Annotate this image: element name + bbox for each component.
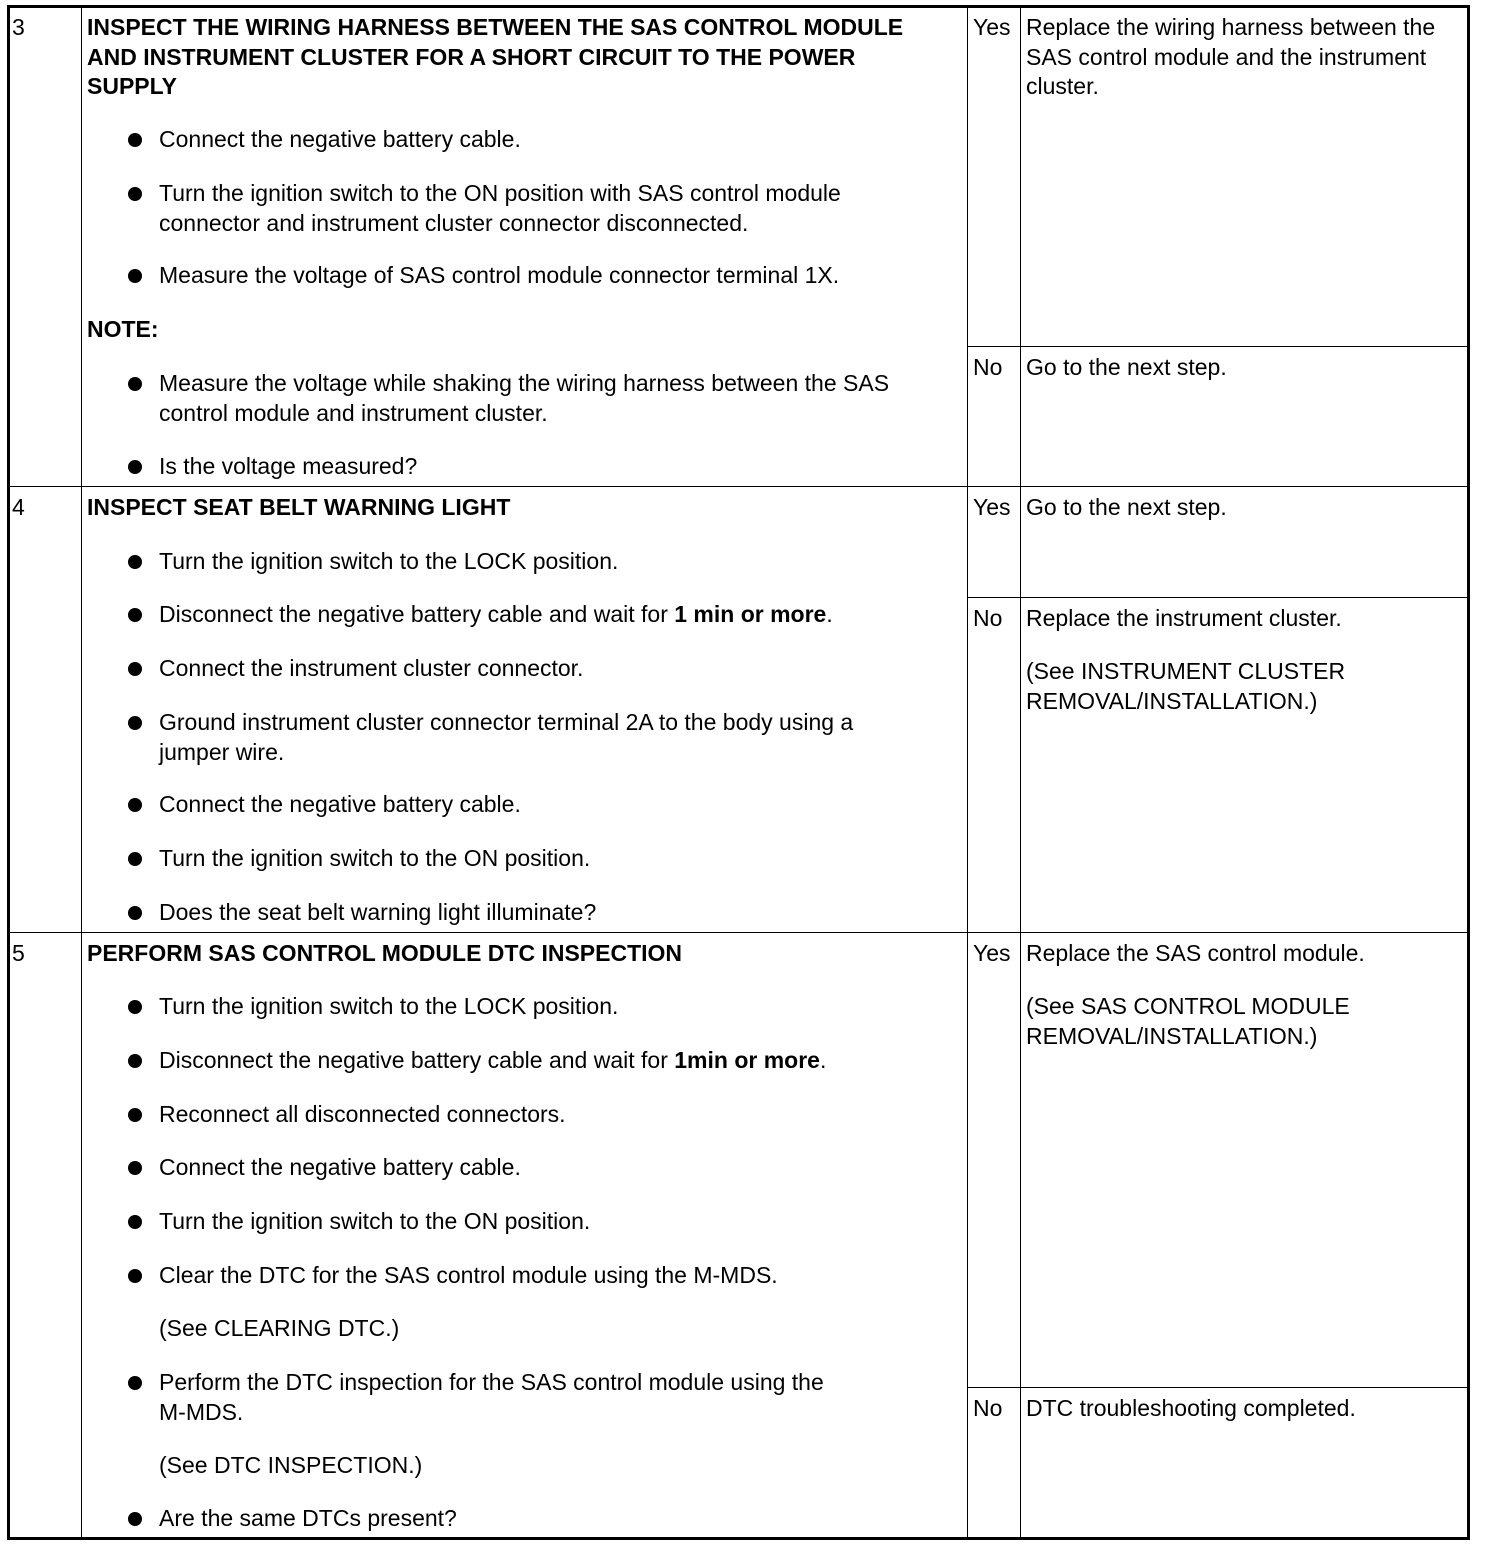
- instruction-line: jumper wire.: [159, 738, 285, 765]
- action-line: Replace the wiring harness between the: [1026, 14, 1436, 40]
- instruction-text: .: [819, 1047, 827, 1073]
- yes-no-divider: [967, 597, 1467, 598]
- instruction-item: Turn the ignition switch to the LOCK position.: [159, 548, 619, 574]
- instruction-item: [159, 708, 853, 767]
- step-title: PERFORM SAS CONTROL MODULE DTC INSPECTION: [87, 940, 683, 966]
- step-number: 5: [12, 940, 25, 966]
- instruction-text: .: [826, 601, 833, 627]
- yes-label: Yes: [973, 14, 1011, 40]
- yes-action-reference: [1026, 992, 1350, 1051]
- instruction-item: Measure the voltage of SAS control module connector terminal 1X.: [159, 262, 840, 288]
- note-item: Is the voltage measured?: [159, 453, 418, 479]
- bullet-icon: [128, 852, 142, 866]
- instruction-item: Reconnect all disconnected connectors.: [159, 1101, 566, 1127]
- bullet-icon: [128, 1269, 142, 1283]
- instruction-item: [159, 1368, 824, 1427]
- instruction-reference: (See CLEARING DTC.): [159, 1315, 400, 1341]
- bullet-icon: [128, 187, 142, 201]
- step-title: [87, 13, 903, 102]
- note-label: NOTE:: [87, 316, 159, 342]
- row-divider: [10, 486, 1467, 487]
- instruction-line: connector and instrument cluster connector disconnected.: [159, 209, 749, 236]
- instruction-item: Does the seat belt warning light illuminate?: [159, 899, 597, 925]
- no-label: No: [973, 1395, 1003, 1421]
- bullet-icon: [128, 1161, 142, 1175]
- instruction-line: Ground instrument cluster connector terminal 2A to the body using a: [159, 709, 854, 735]
- instruction-item: Turn the ignition switch to the ON position.: [159, 1208, 591, 1234]
- instruction-line: M-MDS.: [159, 1398, 244, 1425]
- instruction-reference: (See DTC INSPECTION.): [159, 1452, 423, 1478]
- step-title-line: SUPPLY: [87, 73, 177, 99]
- instruction-text: Disconnect the negative battery cable and wait for: [159, 1047, 675, 1073]
- instruction-item: Connect the negative battery cable.: [159, 1154, 521, 1180]
- instruction-item: Are the same DTCs present?: [159, 1505, 457, 1531]
- instruction-text: Disconnect the negative battery cable and wait for: [159, 601, 675, 627]
- yes-action: Replace the SAS control module.: [1026, 940, 1365, 966]
- action-line: cluster.: [1026, 73, 1099, 99]
- step-title-line: AND INSTRUMENT CLUSTER FOR A SHORT CIRCUIT TO THE POWER: [87, 43, 856, 70]
- no-action-reference: [1026, 657, 1345, 716]
- no-action: Replace the instrument cluster.: [1026, 605, 1342, 631]
- instruction-item: [159, 1046, 826, 1076]
- row-divider: [10, 932, 1467, 933]
- step-title-line: INSPECT THE WIRING HARNESS BETWEEN THE SAS CONTROL MODULE: [87, 14, 904, 40]
- yes-no-divider: [967, 346, 1467, 347]
- bullet-icon: [128, 555, 142, 569]
- reference-line: (See INSTRUMENT CLUSTER: [1026, 658, 1346, 684]
- instruction-item: Turn the ignition switch to the ON position.: [159, 845, 591, 871]
- instruction-item: Connect the negative battery cable.: [159, 791, 521, 817]
- bullet-icon: [128, 460, 142, 474]
- no-label: No: [973, 354, 1003, 380]
- yes-label: Yes: [973, 940, 1011, 966]
- instruction-emphasis: 1 min or more: [674, 601, 827, 627]
- column-divider-step: [81, 8, 82, 1537]
- no-action: Go to the next step.: [1026, 354, 1227, 380]
- action-line: SAS control module and the instrument: [1026, 43, 1427, 70]
- instruction-line: Turn the ignition switch to the ON position with SAS control module: [159, 180, 841, 206]
- step-number: 3: [12, 14, 25, 40]
- yes-action: [1026, 13, 1435, 102]
- instruction-item: [159, 179, 841, 238]
- instruction-line: Perform the DTC inspection for the SAS control module using the: [159, 1369, 824, 1395]
- bullet-icon: [128, 1108, 142, 1122]
- bullet-icon: [128, 269, 142, 283]
- instruction-emphasis: 1min or more: [674, 1047, 820, 1073]
- reference-line: REMOVAL/INSTALLATION.): [1026, 1022, 1318, 1049]
- no-action: DTC troubleshooting completed.: [1026, 1395, 1356, 1421]
- bullet-icon: [128, 608, 142, 622]
- bullet-icon: [128, 906, 142, 920]
- instruction-item: Clear the DTC for the SAS control module using the M-MDS.: [159, 1262, 778, 1288]
- no-label: No: [973, 605, 1003, 631]
- bullet-icon: [128, 1215, 142, 1229]
- bullet-icon: [128, 377, 142, 391]
- instruction-item: Turn the ignition switch to the LOCK position.: [159, 993, 619, 1019]
- bullet-icon: [128, 1000, 142, 1014]
- bullet-icon: [128, 1054, 142, 1068]
- instruction-item: Connect the negative battery cable.: [159, 126, 521, 152]
- reference-line: REMOVAL/INSTALLATION.): [1026, 687, 1318, 714]
- note-item: [159, 369, 889, 428]
- bullet-icon: [128, 133, 142, 147]
- yes-label: Yes: [973, 494, 1011, 520]
- bullet-icon: [128, 662, 142, 676]
- bullet-icon: [128, 1512, 142, 1526]
- bullet-icon: [128, 1376, 142, 1390]
- bullet-icon: [128, 716, 142, 730]
- column-divider-action: [1020, 8, 1021, 1537]
- step-number: 4: [12, 494, 25, 520]
- yes-action: Go to the next step.: [1026, 494, 1227, 520]
- instruction-item: Connect the instrument cluster connector.: [159, 655, 584, 681]
- note-line: control module and instrument cluster.: [159, 399, 548, 426]
- step-title: INSPECT SEAT BELT WARNING LIGHT: [87, 494, 511, 520]
- reference-line: (See SAS CONTROL MODULE: [1026, 993, 1350, 1019]
- instruction-item: [159, 600, 833, 630]
- note-line: Measure the voltage while shaking the wiring harness between the SAS: [159, 370, 890, 396]
- yes-no-divider: [967, 1387, 1467, 1388]
- column-divider-result: [967, 8, 968, 1537]
- bullet-icon: [128, 798, 142, 812]
